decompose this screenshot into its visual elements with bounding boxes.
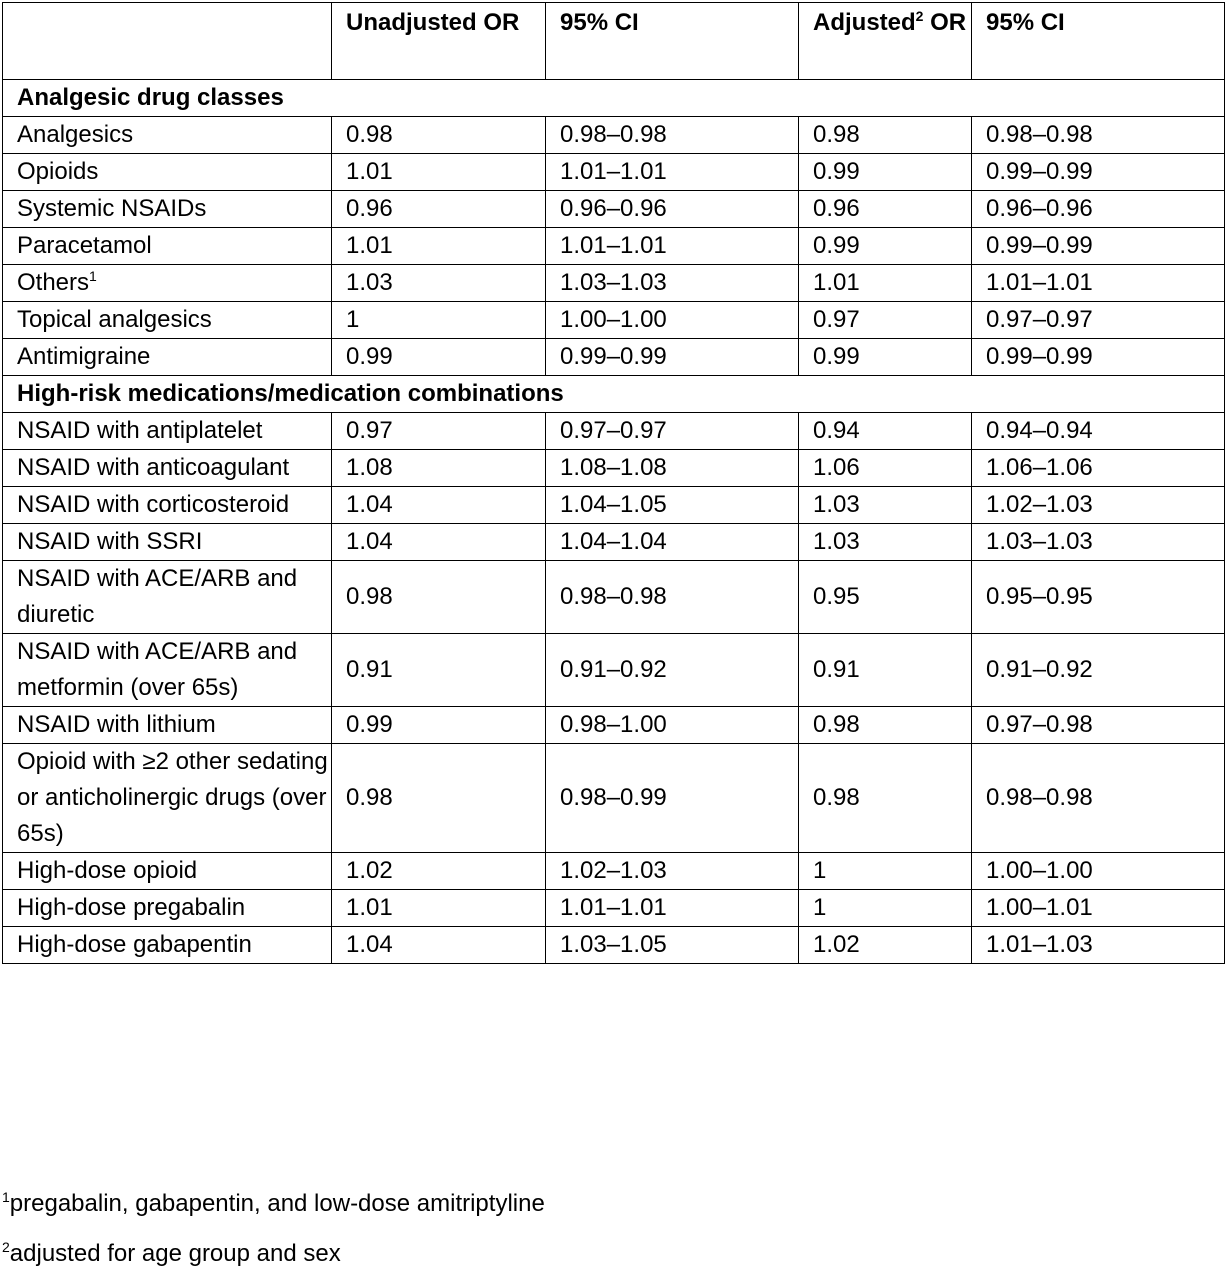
row-label: Paracetamol xyxy=(3,228,332,265)
adjusted-or-cell: 0.99 xyxy=(799,154,972,191)
unadjusted-or-cell: 0.99 xyxy=(332,707,546,744)
table-row xyxy=(3,853,1225,890)
footnote-2: $^2$adjusted for age group and sex xyxy=(2,1239,341,1267)
adjusted-or-cell: 1 xyxy=(799,890,972,927)
unadjusted-ci-cell: 0.98–0.98 xyxy=(546,561,799,634)
row-label: Opioid with ≥2 other sedating or anticholinergic drugs (over 65s) xyxy=(3,744,332,853)
table-row xyxy=(3,339,1225,376)
section-title: High-risk medications/medication combinations xyxy=(3,376,1225,413)
table-row xyxy=(3,524,1225,561)
unadjusted-or-cell: 1.04 xyxy=(332,487,546,524)
adjusted-or-cell: 0.98 xyxy=(799,707,972,744)
unadjusted-or-cell: 1.04 xyxy=(332,927,546,964)
row-label: High-dose gabapentin xyxy=(3,927,332,964)
adjusted-ci-cell: 0.99–0.99 xyxy=(972,228,1225,265)
unadjusted-or-cell: 0.98 xyxy=(332,561,546,634)
adjusted-or-cell: 0.94 xyxy=(799,413,972,450)
adjusted-ci-cell: 1.06–1.06 xyxy=(972,450,1225,487)
unadjusted-ci-cell: 1.01–1.01 xyxy=(546,890,799,927)
table-row xyxy=(3,265,1225,302)
unadjusted-ci-cell: 1.01–1.01 xyxy=(546,228,799,265)
unadjusted-ci-cell: 1.02–1.03 xyxy=(546,853,799,890)
row-label: NSAID with ACE/ARB and diuretic xyxy=(3,561,332,634)
header-cell-unadjusted-ci: 95% CI xyxy=(546,3,799,80)
unadjusted-or-cell: 1.01 xyxy=(332,890,546,927)
adjusted-or-cell: 0.91 xyxy=(799,634,972,707)
table-row xyxy=(3,927,1225,964)
adjusted-ci-cell: 1.01–1.01 xyxy=(972,265,1225,302)
adjusted-or-cell: 1 xyxy=(799,853,972,890)
footnote-marker: 1 xyxy=(89,268,97,284)
table-row xyxy=(3,228,1225,265)
adjusted-or-cell: 1.01 xyxy=(799,265,972,302)
adjusted-ci-cell: 0.97–0.98 xyxy=(972,707,1225,744)
unadjusted-ci-cell: 1.00–1.00 xyxy=(546,302,799,339)
row-label: High-dose opioid xyxy=(3,853,332,890)
adjusted-ci-cell: 0.91–0.92 xyxy=(972,634,1225,707)
unadjusted-ci-cell: 0.96–0.96 xyxy=(546,191,799,228)
unadjusted-ci-cell: 1.03–1.03 xyxy=(546,265,799,302)
unadjusted-or-cell: 0.98 xyxy=(332,117,546,154)
unadjusted-ci-cell: 1.01–1.01 xyxy=(546,154,799,191)
row-label: NSAID with lithium xyxy=(3,707,332,744)
row-label: Antimigraine xyxy=(3,339,332,376)
row-label: NSAID with ACE/ARB and metformin (over 65s) xyxy=(3,634,332,707)
unadjusted-or-cell: 1.01 xyxy=(332,228,546,265)
unadjusted-or-cell: 0.99 xyxy=(332,339,546,376)
row-label: NSAID with SSRI xyxy=(3,524,332,561)
adjusted-ci-cell: 0.95–0.95 xyxy=(972,561,1225,634)
row-label: NSAID with anticoagulant xyxy=(3,450,332,487)
table-row xyxy=(3,707,1225,744)
header-cell-label xyxy=(3,3,332,80)
adjusted-or-cell: 0.96 xyxy=(799,191,972,228)
adjusted-or-cell: 1.03 xyxy=(799,487,972,524)
table-row xyxy=(3,634,1225,707)
row-label: NSAID with antiplatelet xyxy=(3,413,332,450)
unadjusted-ci-cell: 0.91–0.92 xyxy=(546,634,799,707)
unadjusted-or-cell: 1 xyxy=(332,302,546,339)
adjusted-ci-cell: 1.00–1.01 xyxy=(972,890,1225,927)
unadjusted-ci-cell: 1.03–1.05 xyxy=(546,927,799,964)
unadjusted-ci-cell: 1.04–1.04 xyxy=(546,524,799,561)
unadjusted-ci-cell: 0.97–0.97 xyxy=(546,413,799,450)
adjusted-ci-cell: 0.99–0.99 xyxy=(972,339,1225,376)
adjusted-or-cell: 0.99 xyxy=(799,339,972,376)
adjusted-or-cell: 1.03 xyxy=(799,524,972,561)
unadjusted-or-cell: 1.02 xyxy=(332,853,546,890)
unadjusted-or-cell: 0.98 xyxy=(332,744,546,853)
adjusted-ci-cell: 0.94–0.94 xyxy=(972,413,1225,450)
unadjusted-or-cell: 1.08 xyxy=(332,450,546,487)
unadjusted-or-cell: 0.96 xyxy=(332,191,546,228)
adjusted-or-cell: 0.97 xyxy=(799,302,972,339)
adjusted-ci-cell: 1.00–1.00 xyxy=(972,853,1225,890)
adjusted-or-cell: 0.95 xyxy=(799,561,972,634)
adjusted-or-cell: 1.02 xyxy=(799,927,972,964)
adjusted-ci-cell: 1.01–1.03 xyxy=(972,927,1225,964)
adjusted-ci-cell: 1.02–1.03 xyxy=(972,487,1225,524)
adjusted-ci-cell: 0.98–0.98 xyxy=(972,744,1225,853)
unadjusted-ci-cell: 1.08–1.08 xyxy=(546,450,799,487)
row-label: NSAID with corticosteroid xyxy=(3,487,332,524)
table-row xyxy=(3,302,1225,339)
row-label: Systemic NSAIDs xyxy=(3,191,332,228)
unadjusted-ci-cell: 0.99–0.99 xyxy=(546,339,799,376)
row-label: Analgesics xyxy=(3,117,332,154)
table-row xyxy=(3,561,1225,634)
adjusted-or-cell: 1.06 xyxy=(799,450,972,487)
header-row xyxy=(3,3,1225,80)
unadjusted-or-cell: 0.91 xyxy=(332,634,546,707)
table-row xyxy=(3,744,1225,853)
adjusted-ci-cell: 0.98–0.98 xyxy=(972,117,1225,154)
footnote-1: $^1$pregabalin, gabapentin, and low-dose amitriptyline xyxy=(2,1189,545,1217)
row-label: Topical analgesics xyxy=(3,302,332,339)
unadjusted-ci-cell: 0.98–1.00 xyxy=(546,707,799,744)
table-row xyxy=(3,117,1225,154)
odds-ratio-table xyxy=(2,2,1225,964)
row-label: Others$^1$ xyxy=(3,265,332,302)
table-row xyxy=(3,890,1225,927)
header-cell-unadjusted-or: Unadjusted OR xyxy=(332,3,546,80)
adjusted-ci-cell: 0.96–0.96 xyxy=(972,191,1225,228)
section-row xyxy=(3,376,1225,413)
adjusted-ci-cell: 0.99–0.99 xyxy=(972,154,1225,191)
adjusted-or-cell: 0.98 xyxy=(799,117,972,154)
section-row xyxy=(3,80,1225,117)
adjusted-or-cell: 0.99 xyxy=(799,228,972,265)
section-title: Analgesic drug classes xyxy=(3,80,1225,117)
table-body xyxy=(3,80,1225,964)
adjusted-ci-cell: 0.97–0.97 xyxy=(972,302,1225,339)
unadjusted-or-cell: 1.03 xyxy=(332,265,546,302)
unadjusted-or-cell: 1.01 xyxy=(332,154,546,191)
unadjusted-ci-cell: 0.98–0.98 xyxy=(546,117,799,154)
table-row xyxy=(3,450,1225,487)
adjusted-ci-cell: 1.03–1.03 xyxy=(972,524,1225,561)
header-cell-adjusted-or: Adjusted$^2$ OR xyxy=(799,3,972,80)
table-row xyxy=(3,191,1225,228)
header-cell-adjusted-ci: 95% CI xyxy=(972,3,1225,80)
footnote-marker: 2 xyxy=(915,8,924,24)
table-row xyxy=(3,154,1225,191)
row-label: Opioids xyxy=(3,154,332,191)
unadjusted-or-cell: 1.04 xyxy=(332,524,546,561)
adjusted-or-cell: 0.98 xyxy=(799,744,972,853)
unadjusted-ci-cell: 0.98–0.99 xyxy=(546,744,799,853)
footnotes xyxy=(2,1188,545,1288)
unadjusted-ci-cell: 1.04–1.05 xyxy=(546,487,799,524)
table-row xyxy=(3,487,1225,524)
table-row xyxy=(3,413,1225,450)
unadjusted-or-cell: 0.97 xyxy=(332,413,546,450)
row-label: High-dose pregabalin xyxy=(3,890,332,927)
